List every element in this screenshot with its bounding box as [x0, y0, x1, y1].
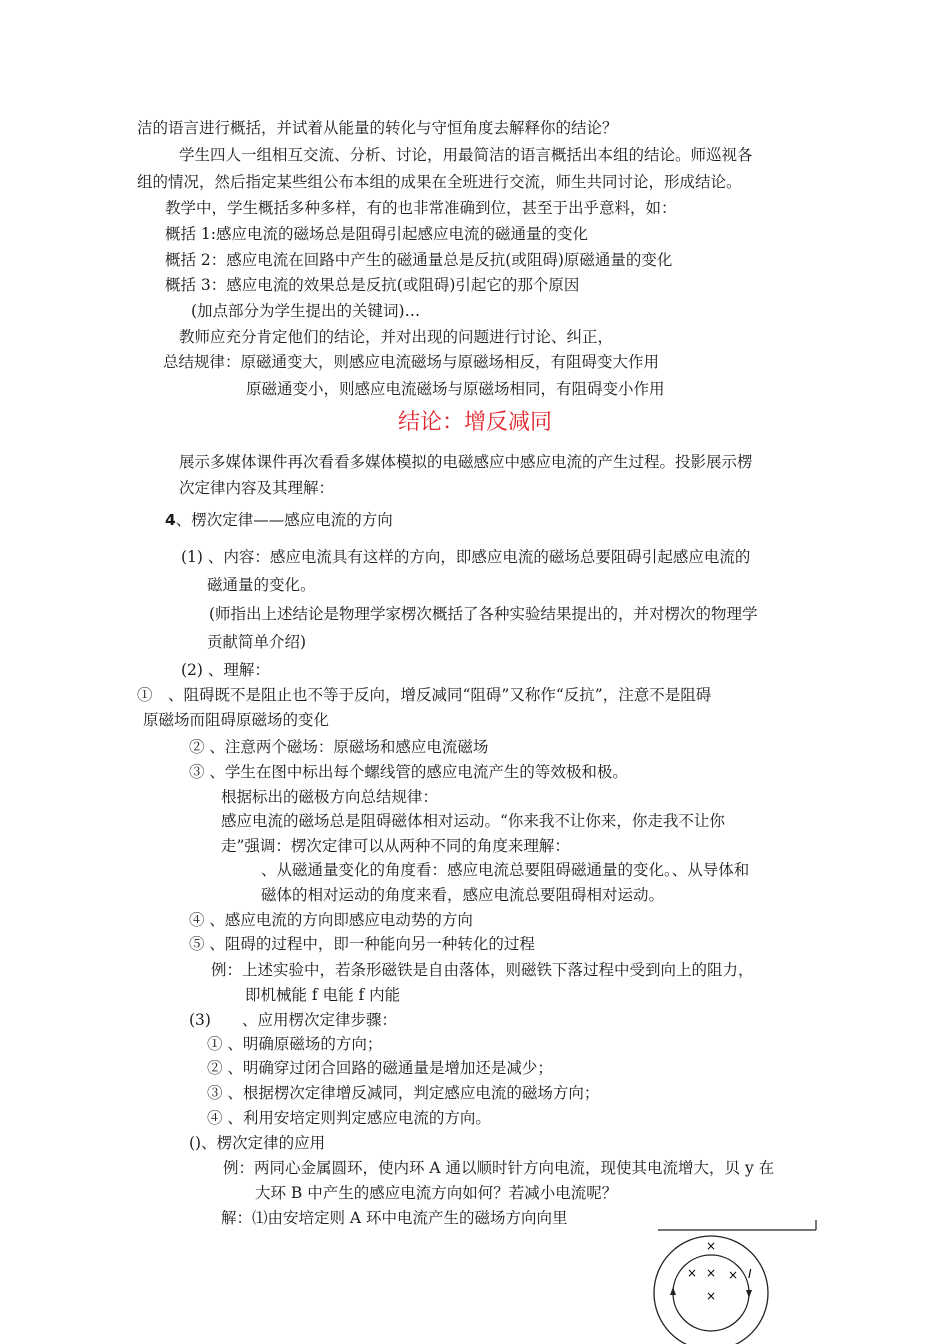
text-line: 概括 1:感应电流的磁场总是阻碍引起感应电流的磁通量的变化 [165, 225, 589, 243]
text-line: 概括 2：感应电流在回路中产生的磁通量总是反抗(或阻碍)原磁通量的变化 [165, 251, 673, 269]
text-line: 展示多媒体课件再次看看多媒体模拟的电磁感应中感应电流的产生过程。投影展示楞 [179, 453, 753, 471]
text-line: 例：两同心金属圆环，使内环 A 通以顺时针方向电流，现使其电流增大，贝 y 在 [223, 1159, 775, 1177]
conclusion-heading: 结论：增反减同 [397, 410, 552, 435]
section-number: 4 [165, 511, 176, 529]
section-title: 、楞次定律——感应电流的方向 [175, 511, 393, 529]
text-line: (1) 、内容：感应电流具有这样的方向，即感应电流的磁场总要阻碍引起感应电流的 [181, 548, 751, 566]
text-line: 教学中，学生概括多种多样，有的也非常准确到位，甚至于出乎意料，如： [165, 199, 677, 217]
current-label: I [748, 1267, 752, 1281]
text-line: ③ 、根据楞次定律增反减同，判定感应电流的磁场方向； [207, 1084, 600, 1102]
text-line: 即机械能 f 电能 f 内能 [245, 986, 401, 1004]
inner-current-arrow-icon [746, 1290, 752, 1298]
field-mark: × [705, 1289, 717, 1303]
text-line: ② 、明确穿过闭合回路的磁通量是增加还是减少； [207, 1059, 553, 1077]
text-line: (师指出上述结论是物理学家楞次概括了各种实验结果提出的，并对楞次的物理学 [209, 605, 758, 623]
text-line: 解：⑴由安培定则 A 环中电流产生的磁场方向向里 [221, 1209, 568, 1227]
text-line: ④ 、利用安培定则判定感应电流的方向。 [207, 1109, 491, 1127]
text-line: ③ 、学生在图中标出每个螺线管的感应电流产生的等效极和极。 [189, 763, 628, 781]
text-line: 总结规律：原磁通变大，则感应电流磁场与原磁场相反，有阻碍变大作用 [163, 353, 660, 371]
text-line: 洁的语言进行概括，并试着从能量的转化与守恒角度去解释你的结论？ [137, 119, 618, 137]
text-line: ⑤ 、阻碍的过程中，即一种能向另一种转化的过程 [189, 935, 535, 953]
text-line: 例：上述实验中，若条形磁铁是自由落体，则磁铁下落过程中受到向上的阻力， [211, 961, 754, 979]
text-line: (加点部分为学生提出的关键词)… [191, 302, 421, 320]
text-line: ④ 、感应电流的方向即感应电动势的方向 [189, 911, 473, 929]
text-line: ① 、阻碍既不是阻止也不等于反向，增反减同“阻碍”又称作“反抗”，注意不是阻碍 [137, 686, 712, 704]
text-line: 感应电流的磁场总是阻碍磁体相对运动。“你来我不让你来，你走我不让你 [221, 812, 725, 830]
text-line: 、从磁通量变化的角度看：感应电流总要阻碍磁通量的变化。、从导体和 [261, 861, 750, 879]
text-line: (2) 、理解： [181, 661, 270, 679]
text-line: 原磁场而阻碍原磁场的变化 [143, 711, 330, 729]
field-mark: × [705, 1239, 717, 1253]
section-heading [165, 510, 393, 530]
text-line: 教师应充分肯定他们的结论，并对出现的问题进行讨论、纠正， [179, 328, 614, 346]
concentric-rings-figure [640, 1212, 830, 1344]
text-line: ② 、注意两个磁场：原磁场和感应电流磁场 [189, 738, 489, 756]
text-line: 贡献简单介绍) [207, 633, 307, 651]
text-line: 大环 B 中产生的感应电流方向如何？若减小电流呢？ [255, 1184, 618, 1202]
text-line: ① 、明确原磁场的方向； [207, 1035, 383, 1053]
text-line: 组的情况，然后指定某些组公布本组的成果在全班进行交流，师生共同讨论，形成结论。 [137, 173, 742, 191]
text-line: (3) 、应用楞次定律步骤： [189, 1011, 397, 1029]
field-mark: × [686, 1266, 698, 1280]
text-line: 次定律内容及其理解： [179, 479, 335, 497]
text-line: 磁通量的变化。 [207, 576, 316, 594]
text-line: 根据标出的磁极方向总结规律： [221, 788, 439, 806]
field-mark: × [727, 1268, 739, 1282]
inner-current-arrow-icon [670, 1287, 676, 1295]
text-line: 磁体的相对运动的角度来看，感应电流总要阻碍相对运动。 [261, 886, 665, 904]
text-line: ()、楞次定律的应用 [189, 1134, 326, 1152]
text-line: 学生四人一组相互交流、分析、讨论，用最简洁的语言概括出本组的结论。师巡视各 [179, 146, 753, 164]
text-line: 原磁通变小，则感应电流磁场与原磁场相同，有阻碍变小作用 [246, 380, 665, 398]
field-mark: × [705, 1266, 717, 1280]
text-line: 概括 3：感应电流的效果总是反抗(或阻碍)引起它的那个原因 [165, 276, 580, 294]
text-line: 走”强调：楞次定律可以从两种不同的角度来理解： [221, 837, 570, 855]
